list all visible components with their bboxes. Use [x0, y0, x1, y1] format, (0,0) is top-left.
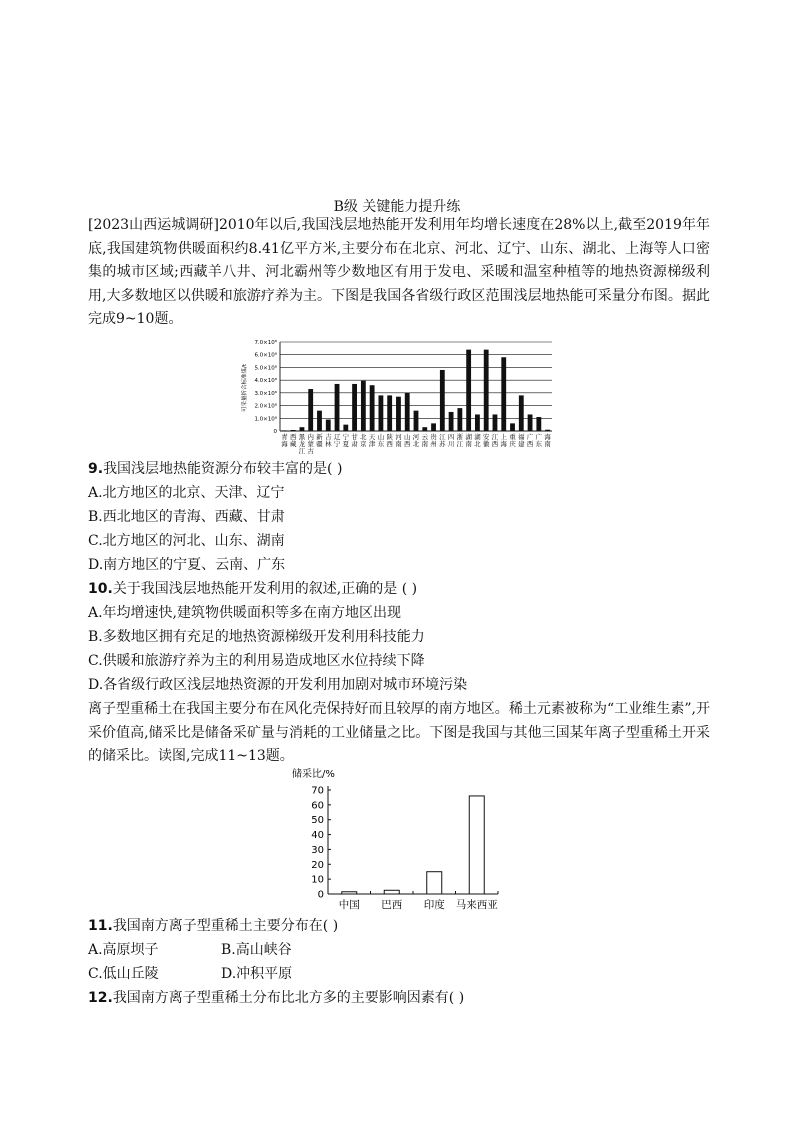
- category-label: 甘肃: [351, 433, 358, 448]
- category-label: 广西: [526, 433, 534, 448]
- bar: [457, 408, 462, 431]
- bar: [449, 412, 454, 431]
- bar: [342, 892, 357, 894]
- question-11-stem: 我国南方离子型重稀土主要分布在( ): [112, 918, 339, 934]
- q9-option-b: B.西北地区的青海、西藏、甘肃: [88, 509, 285, 525]
- question-12-number: 12.: [88, 990, 113, 1006]
- q10-option-a: A.年均增速快,建筑物供暖面积等多在南方地区出现: [88, 605, 402, 621]
- category-label: 云南: [421, 433, 428, 448]
- q10-option-d: D.各省级行政区浅层地热资源的开发利用加剧对城市环境污染: [88, 677, 468, 693]
- category-label: 福建: [518, 433, 525, 448]
- question-11: [88, 915, 338, 935]
- bar: [378, 395, 383, 431]
- bar: [501, 357, 506, 431]
- bar: [519, 395, 524, 431]
- y-tick-label: 6.0×10⁸: [254, 352, 277, 359]
- bar: [317, 411, 322, 431]
- y-tick-label: 4.0×10⁸: [254, 378, 277, 385]
- bar: [484, 350, 489, 431]
- category-label: 贵州: [430, 433, 437, 448]
- question-10: [88, 578, 417, 598]
- bar: [414, 411, 419, 431]
- category-label: 浙江: [456, 433, 464, 448]
- geothermal-bar-chart: [230, 336, 560, 458]
- bar: [370, 385, 375, 431]
- category-label: 重庆: [509, 433, 516, 448]
- y-tick-label: 40: [311, 830, 324, 842]
- y-tick-label: 2.0×10⁸: [254, 403, 277, 410]
- bar: [440, 370, 445, 431]
- bar: [387, 395, 392, 431]
- bar: [427, 872, 442, 894]
- bar: [308, 389, 313, 431]
- category-label: 河北: [412, 433, 420, 448]
- bar: [335, 384, 340, 431]
- bar: [493, 414, 498, 431]
- q11-option-c: C.低山丘陵: [88, 966, 159, 982]
- y-tick-label: 0: [317, 889, 324, 901]
- y-axis-label: 可采量折合标准煤/t: [242, 363, 248, 413]
- category-label: 巴西: [381, 899, 403, 911]
- question-9: [88, 458, 342, 478]
- category-label: 江西: [491, 433, 499, 448]
- category-label: 山东: [377, 433, 385, 448]
- bar: [326, 420, 331, 431]
- q11-option-b: B.高山峡谷: [221, 942, 292, 958]
- y-tick-label: 70: [311, 785, 324, 797]
- category-label: 上海: [500, 433, 507, 448]
- bar: [282, 430, 287, 431]
- y-tick-label: 5.0×10⁸: [254, 365, 277, 372]
- category-label: 青海: [281, 433, 288, 448]
- y-tick-label: 0: [273, 429, 277, 435]
- bar: [384, 890, 399, 894]
- category-label: 马来西亚: [455, 899, 498, 911]
- section-title: B级 关键能力提升练: [333, 199, 461, 215]
- question-10-number: 10.: [88, 581, 113, 597]
- reserve-ratio-bar-chart: [290, 766, 520, 914]
- category-label: 新疆: [316, 433, 323, 448]
- q9-option-a: A.北方地区的北京、天津、辽宁: [88, 485, 285, 501]
- q11-option-a: A.高原坝子: [88, 942, 159, 958]
- q9-option-d: D.南方地区的宁夏、云南、广东: [88, 557, 286, 573]
- bar: [536, 417, 541, 431]
- category-label: 河南: [395, 433, 402, 448]
- category-label: 湖南: [465, 433, 472, 448]
- intro-passage-geothermal: [2023山西运城调研]2010年以后,我国浅层地热能开发利用年均增长速度在28%以上,截至2019年年底,我国建筑物供暖面积约8.41亿平方米,主要分布在北京、河北、辽宁、山东、湖北、上海等人口密集的城市区域;西藏羊八井、河北霸州等少数地区有用于发电、采暖和温室种植等的地热资源梯级利用,大多数地区以供暖和旅游疗养为主。下图是我国各省级行政区范围浅层地热能可采量分布图。据此完成9~10题。: [88, 217, 710, 327]
- category-label: 西藏: [289, 433, 297, 448]
- category-label: 宁夏: [342, 433, 350, 448]
- category-label: 吉林: [325, 433, 332, 448]
- category-label: 四川: [447, 433, 455, 448]
- category-label: 北京: [360, 433, 367, 448]
- y-tick-label: 10: [311, 874, 324, 886]
- category-label: 海南: [544, 433, 551, 448]
- bar: [469, 796, 484, 894]
- q9-option-c: C.北方地区的河北、山东、湖南: [88, 533, 285, 549]
- bar: [300, 427, 305, 431]
- category-label: 中国: [338, 899, 360, 911]
- bar: [528, 414, 533, 431]
- category-label: 陕西: [386, 433, 393, 448]
- bar: [510, 423, 515, 431]
- y-tick-label: 3.0×10⁸: [254, 390, 277, 397]
- y-tick-label: 30: [311, 844, 324, 856]
- y-tick-label: 50: [311, 815, 324, 827]
- bar: [405, 393, 410, 431]
- y-tick-label: 20: [311, 859, 324, 871]
- question-12-stem: 我国南方离子型重稀土分布比北方多的主要影响因素有( ): [112, 990, 465, 1006]
- y-tick-label: 1.0×10⁸: [254, 416, 277, 423]
- bar: [396, 397, 401, 431]
- category-label: 辽宁: [333, 433, 341, 448]
- q11-option-d: D.冲积平原: [221, 966, 293, 982]
- bar: [361, 381, 366, 431]
- bar: [422, 427, 427, 431]
- bar: [466, 350, 471, 431]
- q10-option-c: C.供暖和旅游疗养为主的利用易造成地区水位持续下降: [88, 653, 425, 669]
- category-label: 印度: [423, 899, 445, 911]
- question-12: [88, 987, 464, 1007]
- bar: [343, 425, 348, 431]
- question-9-number: 9.: [88, 461, 104, 477]
- question-11-number: 11.: [88, 918, 113, 934]
- question-9-stem: 我国浅层地热能资源分布较丰富的是( ): [103, 461, 343, 477]
- category-label: 江苏: [439, 433, 446, 448]
- category-label: 湖北: [474, 433, 481, 448]
- bar: [545, 430, 550, 431]
- category-label: 广东: [535, 433, 543, 448]
- category-label: 黑龙江: [298, 433, 306, 455]
- category-label: 天津: [368, 433, 376, 448]
- category-label: 山西: [404, 433, 411, 448]
- bar: [352, 384, 357, 431]
- question-10-stem: 关于我国浅层地热能开发利用的叙述,正确的是 ( ): [112, 581, 418, 597]
- bar: [431, 423, 436, 431]
- y-tick-label: 60: [311, 800, 324, 812]
- category-label: 内蒙古: [307, 433, 314, 455]
- y-axis-label: 储采比/%: [292, 769, 335, 780]
- y-tick-label: 7.0×10⁸: [254, 340, 277, 346]
- bar: [475, 414, 480, 431]
- category-label: 安徽: [482, 433, 490, 448]
- bar: [291, 430, 296, 431]
- intro-passage-rare-earth: 离子型重稀土在我国主要分布在风化壳保持好而且较厚的南方地区。稀土元素被称为“工业维生素”,开采价值高,储采比是储备采矿量与消耗的工业储量之比。下图是我国与其他三国某年离子型重稀土开采的储采比。读图,完成11~13题。: [88, 701, 710, 764]
- q10-option-b: B.多数地区拥有充足的地热资源梯级开发利用科技能力: [88, 629, 425, 645]
